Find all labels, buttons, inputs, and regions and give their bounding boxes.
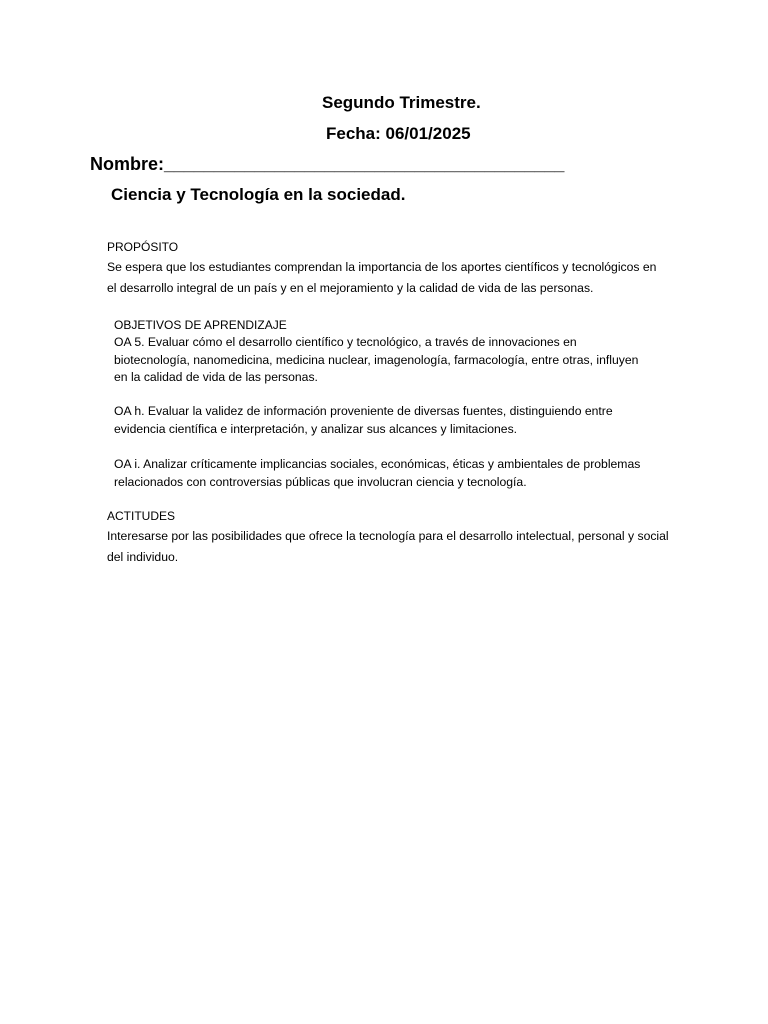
objective-oah (114, 403, 704, 438)
objective-oai (114, 456, 704, 491)
objective-line: OA 5. Evaluar cómo el desarrollo científico y tecnológico, a través de innovaciones en (114, 335, 577, 349)
name-field-label: Nombre:________________________________________ (90, 154, 565, 174)
purpose-text (107, 257, 707, 299)
objectives-heading: OBJETIVOS DE APRENDIZAJE (114, 318, 287, 332)
attitudes-line: del individuo. (107, 550, 179, 564)
attitudes-heading: ACTITUDES (107, 509, 176, 523)
objective-line: en la calidad de vida de las personas. (114, 370, 318, 384)
purpose-line: Se espera que los estudiantes comprendan la importancia de los aportes científicos y tecnológicos en (107, 260, 657, 274)
purpose-line: el desarrollo integral de un país y en el mejoramiento y la calidad de vida de las personas. (107, 281, 594, 295)
objective-line: OA h. Evaluar la validez de información proveniente de diversas fuentes, distinguiendo entre (114, 404, 613, 418)
date-line: Fecha: 06/01/2025 (326, 124, 471, 143)
attitudes-text (107, 526, 707, 568)
objective-line: OA i. Analizar críticamente implicancias sociales, económicas, éticas y ambientales de problemas (114, 457, 641, 471)
objective-line: evidencia científica e interpretación, y analizar sus alcances y limitaciones. (114, 421, 518, 436)
attitudes-line: Interesarse por las posibilidades que ofrece la tecnología para el desarrollo intelectual, personal y social (107, 529, 669, 543)
objective-line: relacionados con controversias públicas que involucran ciencia y tecnología. (114, 474, 527, 489)
purpose-heading: PROPÓSITO (107, 240, 179, 254)
objective-oa5 (114, 334, 704, 387)
objective-line: biotecnología, nanomedicina, medicina nuclear, imagenología, farmacología, entre otras, influyen (114, 352, 639, 367)
term-title: Segundo Trimestre. (322, 93, 481, 112)
subject-title: Ciencia y Tecnología en la sociedad. (111, 185, 406, 204)
